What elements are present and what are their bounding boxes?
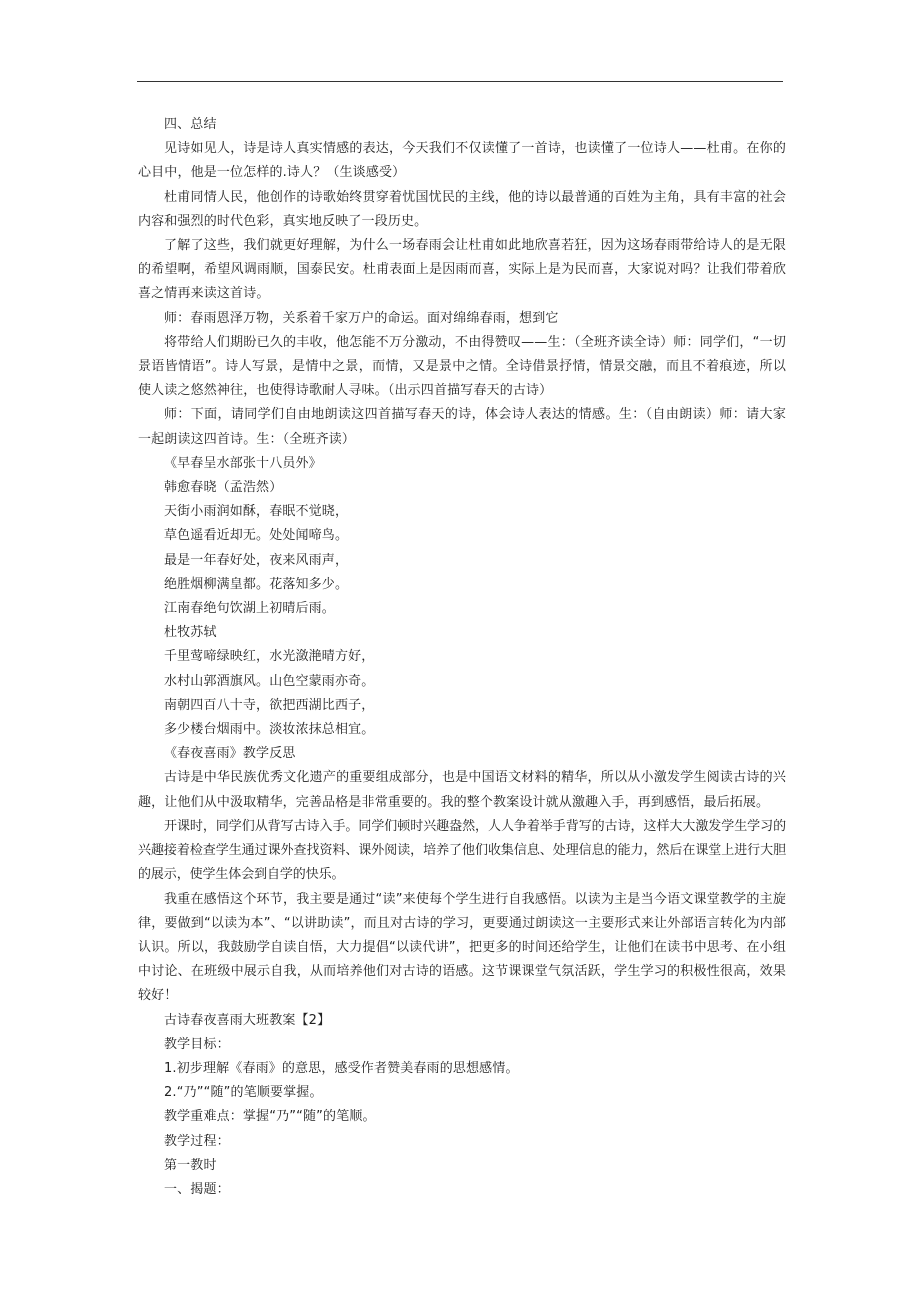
poem-title: 《早春呈水部张十八员外》 bbox=[164, 455, 322, 471]
list-item: 2.“乃”“随”的笔顺要掌握。 bbox=[164, 1085, 323, 1101]
poem-line: 最是一年春好处，夜来风雨声， bbox=[164, 552, 349, 568]
list-item: 1.初步理解《春雨》的意思，感受作者赞美春雨的思想感情。 bbox=[164, 1060, 519, 1076]
poem-line: 绝胜烟柳满皇都。花落知多少。 bbox=[164, 576, 349, 592]
paragraph: 杜甫同情人民，他创作的诗歌始终贯穿着忧国忧民的主线，他的诗以最普通的百姓为主角，具有丰富的社会内容和强烈的时代色彩，真实地反映了一段历史。 bbox=[138, 189, 786, 229]
list-label: 教学目标： bbox=[164, 1036, 230, 1052]
paragraph: 了解了这些，我们就更好理解，为什么一场春雨会让杜甫如此地欣喜若狂，因为这场春雨带给诗人的是无限的希望啊，希望风调雨顺，国泰民安。杜甫表面上是因雨而喜，实际上是为民而喜，大家说对吗？让我们带着欣喜之情再来读这首诗。 bbox=[138, 238, 786, 302]
paragraph: 见诗如见人，诗是诗人真实情感的表达，今天我们不仅读懂了一首诗，也读懂了一位诗人——杜甫。在你的心目中，他是一位怎样的.诗人？（生谈感受） bbox=[138, 141, 786, 181]
poem-authors: 韩愈春晓（孟浩然） bbox=[164, 480, 283, 496]
list-label: 一、揭题： bbox=[164, 1181, 230, 1197]
paragraph: 师：春雨恩泽万物，关系着千家万户的命运。面对绵绵春雨，想到它 bbox=[164, 310, 559, 326]
list-label: 教学过程： bbox=[164, 1133, 230, 1149]
list-label: 教学重难点：掌握“乃”“随”的笔顺。 bbox=[164, 1109, 376, 1125]
paragraph: 开课时，同学们从背写古诗入手。同学们顿时兴趣盎然，人人争着举手背写的古诗，这样大大激发学生学习的兴趣接着检查学生通过课外查找资料、课外阅读，培养了他们收集信息、处理信息的能力，然后在课堂上进行大胆的展示，使学生体会到自学的快乐。 bbox=[138, 818, 786, 883]
paragraph: 将带给人们期盼已久的丰收，他怎能不万分激动，不由得赞叹——生：（全班齐读全诗）师：同学们，“一切景语皆情语”。诗人写景，是情中之景，而情，又是景中之情。全诗借景抒情，情景交融，而且不着痕迹，所以使人读之悠然神往，也使得诗歌耐人寻味。（出示四首描写春天的古诗） bbox=[138, 334, 786, 399]
poem-authors: 杜牧苏轼 bbox=[164, 625, 217, 641]
paragraph: 古诗是中华民族优秀文化遗产的重要组成部分，也是中国语文材料的精华，所以从小激发学生阅读古诗的兴趣，让他们从中汲取精华，完善品格是非常重要的。我的整个教案设计就从激趣入手，再到感悟，最后拓展。 bbox=[138, 770, 786, 810]
section-heading: 古诗春夜喜雨大班教案【2】 bbox=[164, 1012, 331, 1028]
poem-line: 天街小雨润如酥，春眠不觉晓， bbox=[164, 504, 349, 520]
poem-line: 水村山郭酒旗风。山色空蒙雨亦奇。 bbox=[164, 673, 375, 689]
header-rule bbox=[137, 81, 783, 82]
poem-line: 多少楼台烟雨中。淡妆浓抹总相宜。 bbox=[164, 722, 375, 738]
poem-line: 南朝四百八十寺，欲把西湖比西子， bbox=[164, 697, 375, 713]
section-heading: 四、总结 bbox=[164, 117, 217, 132]
poem-title: 江南春绝句饮湖上初晴后雨。 bbox=[164, 601, 335, 617]
document-body bbox=[138, 113, 786, 1202]
list-label: 第一教时 bbox=[164, 1157, 217, 1173]
paragraph: 师：下面，请同学们自由地朗读这四首描写春天的诗，体会诗人表达的情感。生：（自由朗读）师：请大家一起朗读这四首诗。生：（全班齐读） bbox=[138, 407, 786, 447]
poem-line: 千里莺啼绿映红，水光潋滟晴方好， bbox=[164, 649, 375, 665]
section-heading: 《春夜喜雨》教学反思 bbox=[164, 746, 296, 762]
poem-line: 草色遥看近却无。处处闻啼鸟。 bbox=[164, 528, 349, 544]
paragraph: 我重在感悟这个环节，我主要是通过“读”来使每个学生进行自我感悟。以读为主是当今语文课堂教学的主旋律，要做到“以读为本”、“以讲助读”，而且对古诗的学习，更要通过朗读这一主要形式来让外部语言转化为内部认识。所以，我鼓励学自读自悟，大力提倡“以读代讲”，把更多的时间还给学生，让他们在读书中思考、在小组中讨论、在班级中展示自我，从而培养他们对古诗的语感。这节课课堂气氛活跃，学生学习的积极性很高，效果较好！ bbox=[138, 891, 786, 1004]
